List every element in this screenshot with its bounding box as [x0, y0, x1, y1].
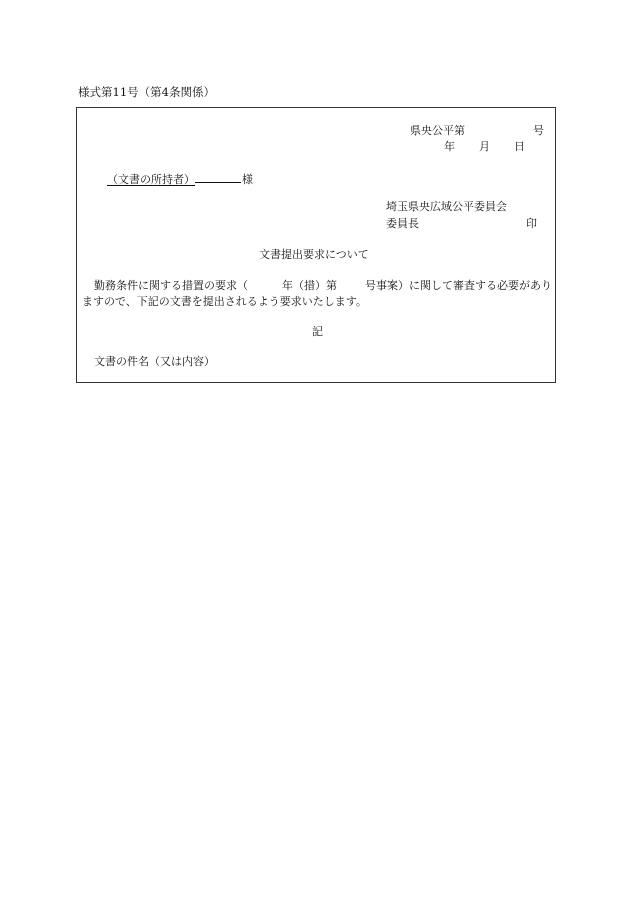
- date-day: 日: [514, 140, 525, 153]
- date-line: [444, 141, 525, 152]
- body-part-2: 年（措）第: [282, 279, 337, 292]
- holder-name-blank: [195, 173, 241, 183]
- chief-line: [386, 218, 537, 229]
- seal-mark: 印: [526, 217, 537, 230]
- form-number: 様式第11号（第4条関係）: [78, 85, 215, 99]
- subject-title: 文書提出要求について: [259, 248, 369, 261]
- document-name-label: 文書の件名（又は内容）: [94, 355, 215, 368]
- reference-suffix: 号: [533, 124, 544, 137]
- chief-title: 委員長: [386, 217, 419, 230]
- organization-name: 埼玉県央広域公平委員会: [386, 200, 507, 213]
- holder-label: （文書の所持者）: [107, 173, 195, 186]
- date-month: 月: [479, 140, 490, 153]
- request-body: [82, 278, 552, 310]
- body-part-1: 勤務条件に関する措置の要求（: [94, 279, 248, 292]
- date-year: 年: [444, 140, 455, 153]
- reference-prefix: 県央公平第: [410, 124, 465, 137]
- addressee-line: [107, 173, 253, 185]
- holder-honorific: 様: [242, 173, 253, 186]
- body-part-3: 号事案）に関して審査する必要がありますので、下記の文書を提出されるよう要求いたします。: [82, 279, 552, 308]
- document-frame: [76, 107, 556, 383]
- ki-heading: 記: [312, 325, 323, 338]
- reference-number-line: [410, 125, 544, 136]
